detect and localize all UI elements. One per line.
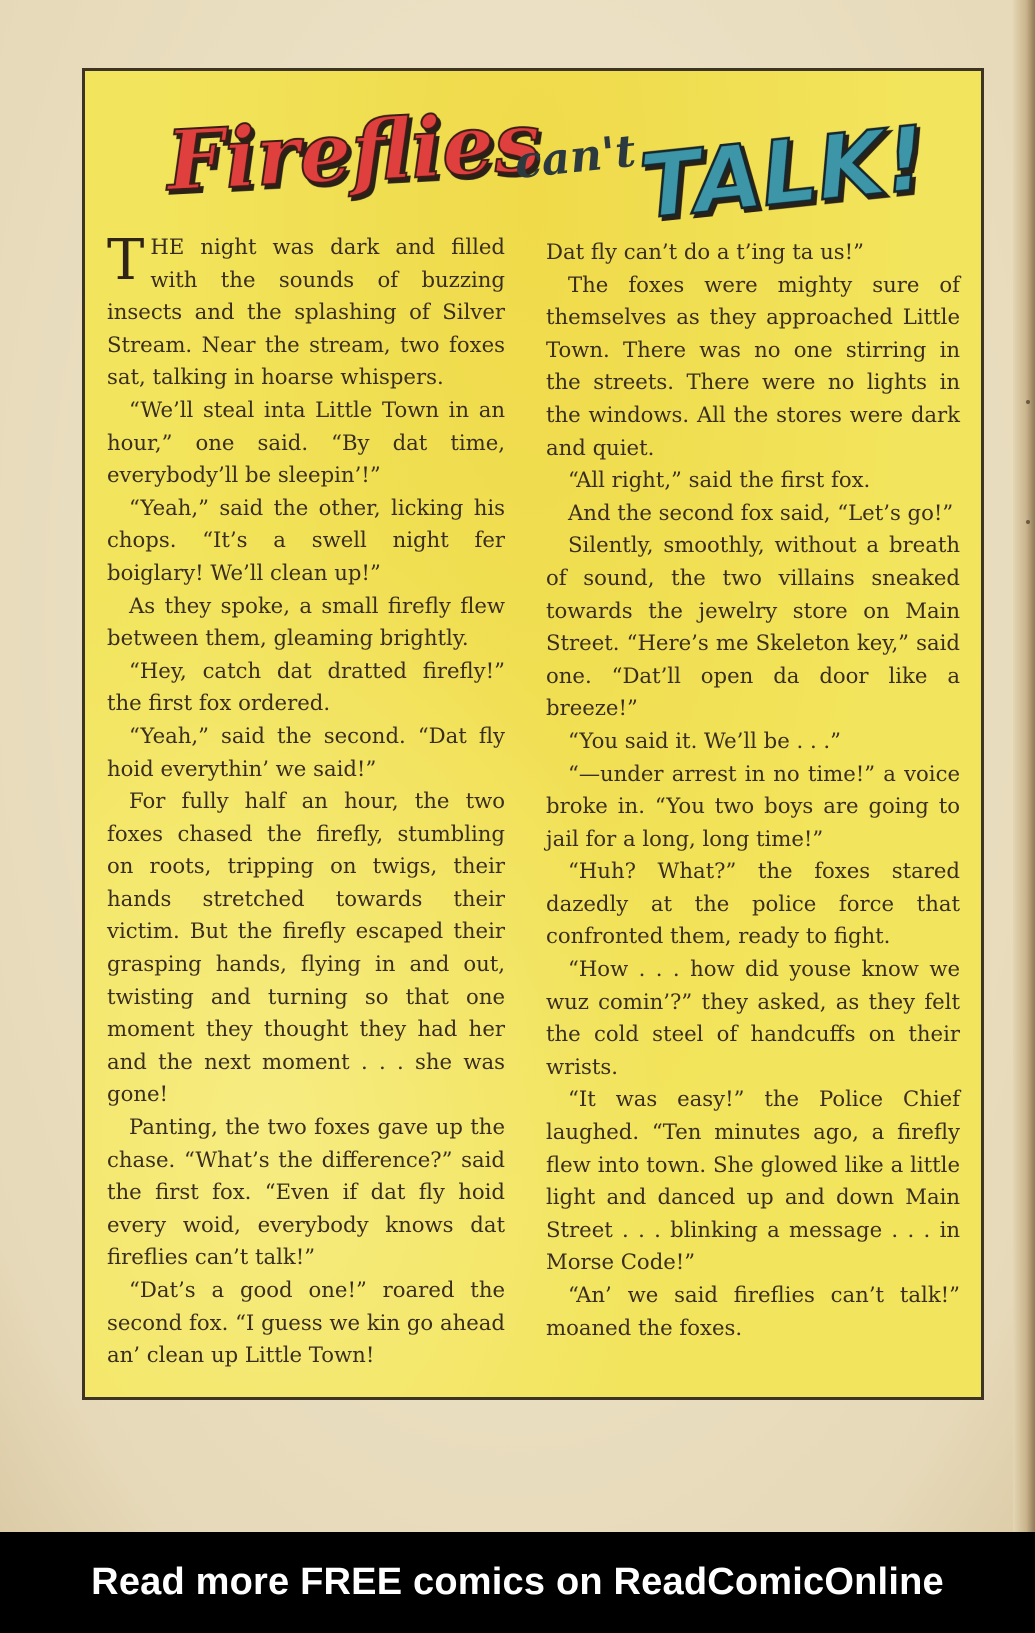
title-word-fireflies: Fireflies — [164, 94, 543, 210]
paragraph-text: “How . . . how did youse know we wuz comin’?” they asked, as they felt the cold steel of handcuffs on their wrists. — [546, 956, 960, 1079]
story-paragraph — [546, 529, 960, 725]
paragraph-text: The foxes were mighty sure of themselves as they approached Little Town. There was no one stirring in the streets. There were no lights in the windows. All the stores were dark and quiet. — [546, 271, 960, 460]
story-paragraph — [107, 655, 505, 720]
paragraph-text: Panting, the two foxes gave up the chase. “What’s the difference?” said the first fox. “Even if dat fly hoid every woid, everybody knows dat fireflies can’t talk!” — [107, 1114, 505, 1270]
story-paragraph — [107, 1274, 505, 1372]
paragraph-text: “Yeah,” said the second. “Dat fly hoid everythin’ we said!” — [107, 722, 505, 781]
title-word-talk: TALK! — [635, 106, 931, 239]
paragraph-text: “—under arrest in no time!” a voice broke in. “You two boys are going to jail for a long, long time!” — [546, 760, 960, 851]
story-paragraph — [546, 497, 960, 530]
paragraph-text: “It was easy!” the Police Chief laughed. “Ten minutes ago, a firefly flew into town. She glowed like a little light and danced up and down Main Street . . . blinking a message . . . in Morse Code!” — [546, 1086, 960, 1275]
story-paragraph — [546, 758, 960, 856]
title-word-cant: can't — [512, 125, 639, 190]
paragraph-text: For fully half an hour, the two foxes chased the firefly, stumbling on roots, tripping on twigs, their hands stretched towards their victim. But the firefly escaped their grasping hands, flying in and out, twisting and turning so that one moment they thought they had her and the next moment . . . she was gone! — [107, 788, 505, 1107]
story-paragraph — [546, 1083, 960, 1279]
story-column-right — [546, 236, 960, 1344]
promo-footer-banner[interactable] — [0, 1532, 1035, 1633]
paragraph-text: Silently, smoothly, without a breath of sound, the two villains sneaked towards the jewelry store on Main Street. “Here’s me Skeleton key,” said one. “Dat’ll open da door like a breeze!” — [546, 532, 960, 721]
paragraph-text: “Dat’s a good one!” roared the second fox. “I guess we kin go ahead an’ clean up Little Town! — [107, 1277, 505, 1368]
paragraph-text: And the second fox said, “Let’s go!” — [568, 499, 954, 525]
paper-speck — [1026, 400, 1030, 404]
story-paragraph — [107, 492, 505, 590]
paper-speck — [1026, 520, 1030, 524]
story-paragraph — [107, 1111, 505, 1274]
paragraph-text: Dat fly can’t do a t’ing ta us!” — [546, 239, 864, 264]
paragraph-text: As they spoke, a small firefly flew between them, gleaming brightly. — [107, 592, 505, 651]
story-paragraph — [546, 236, 960, 269]
story-paragraph — [546, 269, 960, 465]
paragraph-text: “Hey, catch dat dratted firefly!” the first fox ordered. — [107, 657, 505, 716]
paragraph-text: “We’ll steal inta Little Town in an hour,” one said. “By dat time, everybody’ll be sleepin’!” — [107, 396, 505, 488]
paragraph-text: “Yeah,” said the other, licking his chops. “It’s a swell night fer boiglary! We’ll clean up!” — [107, 494, 505, 585]
story-paragraph — [546, 464, 960, 497]
story-column-left — [107, 228, 505, 1372]
paragraph-text: “An’ we said fireflies can’t talk!” moaned the foxes. — [546, 1282, 960, 1340]
paragraph-text: “All right,” said the first fox. — [568, 467, 871, 493]
story-paragraph — [546, 855, 960, 953]
story-paragraph — [107, 590, 505, 655]
story-paragraph — [546, 1279, 960, 1344]
story-paragraph — [107, 720, 505, 785]
drop-cap: T — [107, 228, 145, 293]
story-paragraph — [546, 953, 960, 1083]
paragraph-text: HE night was dark and filled with the sounds of buzzing insects and the splashing of Silver Stream. Near the stream, two foxes sat, talking in hoarse whispers. — [107, 234, 505, 390]
paragraph-text: “Huh? What?” the foxes stared dazedly at the police force that confronted them, ready to fight. — [546, 858, 960, 949]
story-panel — [82, 68, 984, 1400]
story-title — [85, 71, 981, 241]
story-paragraph — [107, 785, 505, 1111]
story-paragraph — [107, 228, 505, 394]
paragraph-text: “You said it. We’ll be . . .” — [568, 727, 841, 753]
story-paragraph — [107, 394, 505, 492]
promo-banner-text[interactable]: Read more FREE comics on ReadComicOnline — [91, 1561, 944, 1603]
story-paragraph — [546, 725, 960, 758]
page-edge-shadow — [1013, 0, 1035, 1532]
